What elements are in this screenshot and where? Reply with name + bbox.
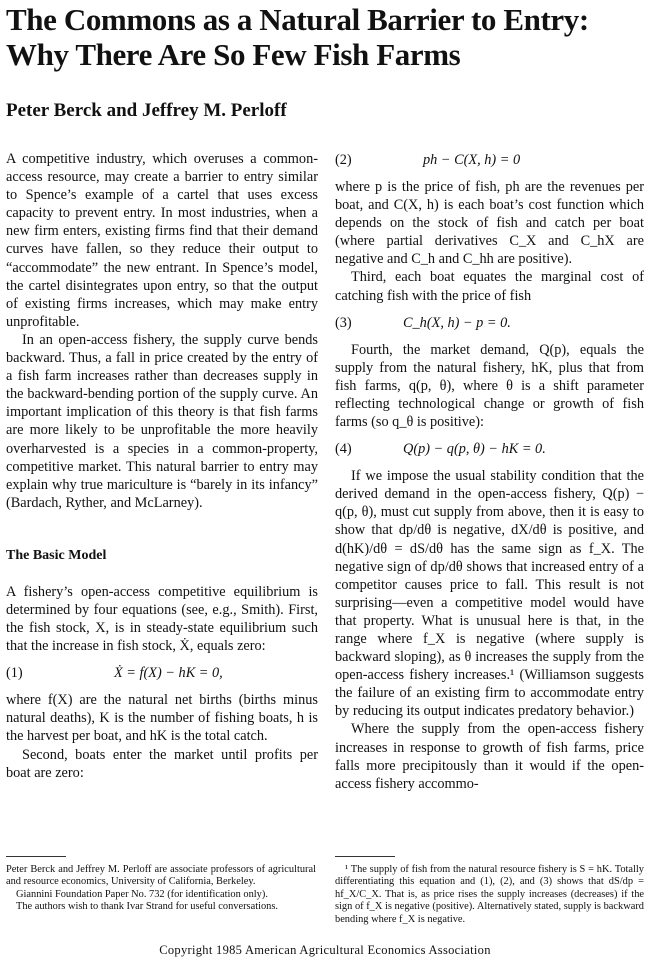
equation-number: (2) [335, 152, 352, 168]
equation-4 [335, 439, 644, 459]
equation-body: Q(p) − q(p, θ) − hK = 0. [403, 441, 546, 458]
footnote-1 [335, 864, 644, 926]
equation-body: Ẋ = f(X) − hK = 0, [114, 665, 223, 682]
paragraph: A fishery’s open-access competitive equilibrium is determined by four equations (see, e.g., Smith). First, the fish stock, X, is in steady-state equilibrium such that the increase in fish stock, Ẋ, equals zero: [6, 583, 318, 655]
paragraph: In an open-access fishery, the supply curve bends backward. Thus, a fall in price created by the entry of a fish farm increases rather than decreases supply in the backward-bending portion of the supply curve. An important implication of this theory is that fish farms are more likely to be unprofitable the more heavily overharvested is a species in a common-property, competitive market. This natural barrier to entry may explain why true mariculture is “barely in its infancy” (Bardach, Ryther, and McLarney). [6, 331, 318, 511]
paragraph: Fourth, the market demand, Q(p), equals the supply from the natural fishery, hK, plus that from fish farms, q(p, θ), where θ is a shift parameter reflecting technological change or growth of fish farms (so q_θ is positive): [335, 341, 644, 431]
footnote-text: ¹ The supply of fish from the natural resource fishery is S = hK. Totally differentiating this equation and (1), (2), and (3) shows that dS/dp = hf_X/C_X. That is, as price rises the supply increases (decreases) if the sign of f_X is negative (positive). Alternatively stated, supply is backward bending where f_X is negative. [335, 864, 644, 925]
equation-number: (1) [6, 665, 23, 682]
footnote-rule [335, 856, 395, 857]
footnote-text: Peter Berck and Jeffrey M. Perloff are associate professors of agricultural and resource economics, University of California, Berkeley. [6, 864, 316, 888]
equation-3 [335, 313, 644, 333]
author-footnote [6, 864, 316, 914]
right-column [335, 150, 644, 793]
equation-body: C_h(X, h) − p = 0. [403, 314, 511, 331]
equation-2 [335, 150, 644, 170]
paragraph: Third, each boat equates the marginal cost of catching fish with the price of fish [335, 269, 644, 304]
paragraph: where f(X) are the natural net births (births minus natural deaths), K is the number of fishing boats, h is the harvest per boat, and hK is the total catch. [6, 692, 318, 745]
paragraph: A competitive industry, which overuses a common-access resource, may create a barrier to entry similar to Spence’s example of a cartel that uses excess capacity to prevent entry. In most industries, when a new firm enters, existing firms find that their demand curves have fallen, so they reduce their output to “accommodate” the new entrant. In Spence’s model, the cartel disintegrates upon entry, so that the output of existing firms increases, which may make entry unprofitable. [6, 151, 318, 330]
footnote-rule [6, 856, 66, 857]
left-column [6, 150, 318, 782]
paragraph: Where the supply from the open-access fishery increases in response to growth of fish farms, price falls more precipitously than it would if the open-access fishery accommo- [335, 721, 644, 792]
paragraph: where p is the price of fish, ph are the revenues per boat, and C(X, h) is each boat’s cost function which depends on the stock of fish and catch per boat (where partial derivatives C_X and C_hX are negative and C_h and C_hh are positive). [335, 179, 644, 268]
paragraph: Second, boats enter the market until profits per boat are zero: [6, 746, 318, 781]
equation-body: ph − C(X, h) = 0 [423, 152, 521, 168]
authors: Peter Berck and Jeffrey M. Perloff [6, 100, 287, 121]
section-heading: The Basic Model [6, 547, 107, 563]
copyright: Copyright 1985 American Agricultural Economics Association [159, 943, 491, 957]
equation-number: (4) [335, 441, 352, 458]
footnote-text: Giannini Foundation Paper No. 732 (for identification only). [16, 888, 268, 900]
equation-1 [6, 663, 318, 683]
footnote-text: The authors wish to thank Ivar Strand for useful conversations. [16, 901, 279, 913]
equation-number: (3) [335, 314, 352, 331]
paper-title: The Commons as a Natural Barrier to Entry: Why There Are So Few Fish Farms [6, 2, 589, 72]
paragraph: If we impose the usual stability condition that the derived demand in the open-access fishery, Q(p) − q(p, θ), must cut supply from above, then it is easy to show that dp/dθ is negative, dX/dθ is positive, and d(hK)/dθ = dS/dθ has the same sign as f_X. The negative sign of dp/dθ shows that increased entry of a competitor causes price to fall. This result is not surprising—even a competitive model would have that property. What is unusual here is that, in the range where f_X is negative (where supply is backward sloping), as θ increases the supply from the open-access fishery increases.¹ (Williamson suggests the failure of an existing firm to accommodate entry by reducing its output indicates predatory behavior.) [335, 468, 644, 720]
